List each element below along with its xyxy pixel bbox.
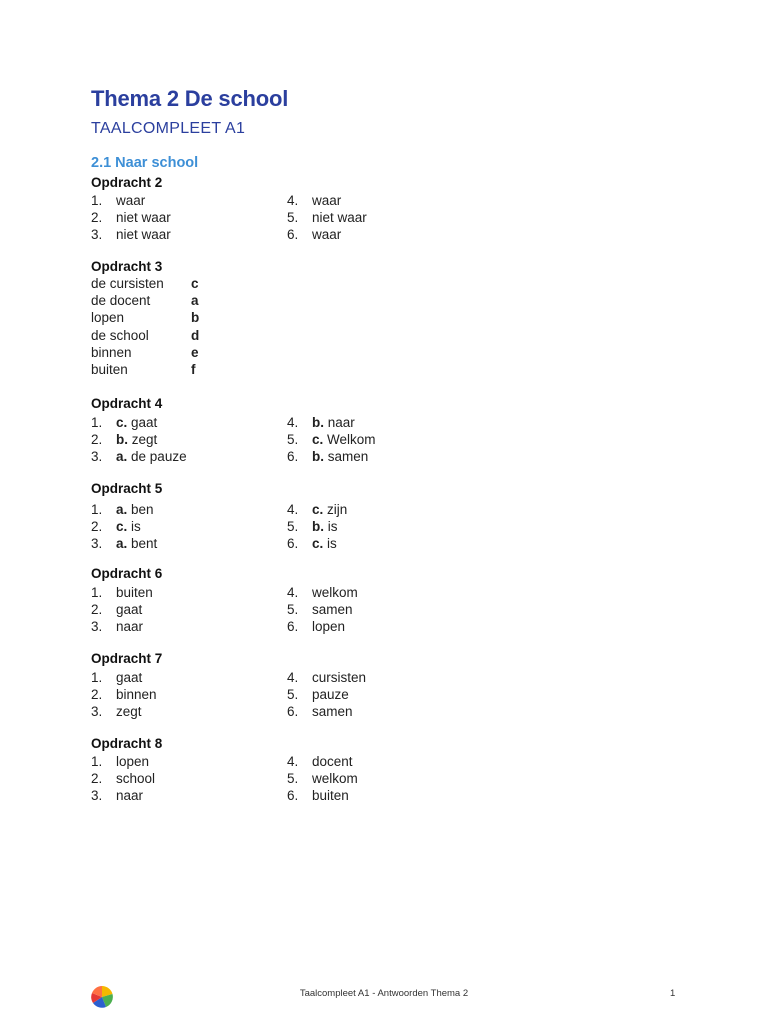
answer-number: 3.: [91, 536, 103, 552]
answer-letter: a.: [116, 502, 128, 517]
answer-number: 6.: [287, 449, 299, 465]
answer-number: 6.: [287, 619, 299, 635]
opdracht-3-heading: Opdracht 3: [91, 259, 163, 274]
answer-row: [91, 431, 187, 448]
answer-text: samen: [312, 602, 353, 618]
match-row: [91, 327, 199, 344]
match-term: binnen: [91, 344, 132, 360]
page-subtitle: TAALCOMPLEET A1: [91, 120, 246, 137]
answer-text: lopen: [116, 754, 150, 769]
answer-text: waar: [116, 193, 146, 208]
opdracht-4-left: [91, 414, 187, 466]
answer-text: welkom: [312, 771, 358, 787]
answer-letter: b.: [312, 519, 324, 535]
answer-row: [91, 535, 157, 552]
answer-number: 5.: [287, 519, 299, 535]
answer-row: [287, 703, 366, 720]
answer-letter: c.: [312, 502, 324, 517]
answer-row: [287, 770, 358, 787]
match-row: [91, 344, 199, 361]
answer-number: 5.: [287, 771, 299, 787]
answer-row: [91, 686, 157, 703]
opdracht-5-right: [287, 501, 347, 553]
answer-row: [287, 535, 347, 552]
answer-row: [287, 669, 366, 686]
answer-row: [91, 770, 155, 787]
answer-text: zegt: [131, 432, 158, 448]
answer-number: 1.: [91, 415, 103, 430]
answer-text: naar: [116, 788, 144, 804]
answer-letter: a.: [116, 449, 128, 465]
answer-text: gaat: [116, 670, 143, 685]
match-letter: c: [191, 276, 199, 291]
answer-row: [287, 448, 376, 465]
answer-number: 2.: [91, 519, 103, 535]
answer-row: [91, 192, 171, 209]
answer-text: zegt: [116, 704, 142, 720]
answer-text: niet waar: [116, 210, 171, 226]
answer-letter: c.: [116, 415, 128, 430]
answer-row: [91, 787, 155, 804]
answer-row: [287, 192, 367, 209]
answer-number: 2.: [91, 432, 103, 448]
match-row: [91, 275, 199, 292]
answer-number: 6.: [287, 788, 299, 804]
answer-number: 3.: [91, 788, 103, 804]
match-letter: f: [191, 361, 196, 377]
opdracht-7-right: [287, 669, 366, 721]
answer-number: 4.: [287, 193, 299, 208]
answer-row: [287, 601, 358, 618]
answer-text: Welkom: [327, 432, 376, 448]
answer-number: 2.: [91, 210, 103, 226]
answer-text: niet waar: [312, 210, 367, 226]
answer-letter: c.: [312, 432, 324, 448]
match-term: buiten: [91, 361, 128, 377]
footer-text: Taalcompleet A1 - Antwoorden Thema 2: [299, 988, 469, 999]
opdracht-4-right: [287, 414, 376, 466]
answer-letter: c.: [116, 519, 128, 535]
answer-letter: c.: [312, 536, 324, 552]
answer-number: 5.: [287, 432, 299, 448]
answer-number: 6.: [287, 227, 299, 243]
answer-row: [287, 787, 358, 804]
answer-text: buiten: [312, 788, 349, 804]
answer-number: 4.: [287, 415, 299, 430]
section-title: 2.1 Naar school: [91, 155, 199, 171]
opdracht-5-heading: Opdracht 5: [91, 481, 163, 496]
answer-text: cursisten: [312, 670, 367, 685]
answer-text: binnen: [116, 687, 157, 703]
answer-row: [91, 209, 171, 226]
answer-number: 2.: [91, 687, 103, 703]
opdracht-8-right: [287, 753, 358, 805]
opdracht-8-heading: Opdracht 8: [91, 736, 163, 751]
answer-text: naar: [116, 619, 144, 635]
opdracht-3-matching: [91, 275, 199, 378]
answer-text: is: [327, 536, 337, 552]
answer-row: [91, 226, 171, 243]
answer-text: ben: [131, 502, 154, 517]
opdracht-7-heading: Opdracht 7: [91, 651, 163, 666]
answer-row: [91, 414, 187, 431]
answer-text: is: [131, 519, 141, 535]
answer-text: docent: [312, 754, 353, 769]
answer-row: [287, 618, 358, 635]
opdracht-2-heading: Opdracht 2: [91, 175, 163, 190]
answer-number: 4.: [287, 754, 299, 769]
answer-row: [287, 753, 358, 770]
answer-number: 1.: [91, 502, 103, 517]
answer-number: 5.: [287, 602, 299, 618]
answer-row: [91, 753, 155, 770]
answer-text: gaat: [116, 602, 143, 618]
answer-number: 1.: [91, 585, 103, 600]
answer-row: [91, 448, 187, 465]
opdracht-2-left: [91, 192, 171, 244]
answer-number: 1.: [91, 193, 103, 208]
answer-row: [91, 518, 157, 535]
match-letter: d: [191, 327, 200, 343]
answer-number: 2.: [91, 602, 103, 618]
answer-number: 4.: [287, 585, 299, 600]
answer-row: [91, 703, 157, 720]
answer-letter: a.: [116, 536, 128, 552]
answer-row: [287, 686, 366, 703]
answer-letter: b.: [312, 449, 324, 465]
answer-row: [287, 414, 376, 431]
answer-text: waar: [312, 227, 342, 243]
answer-number: 5.: [287, 210, 299, 226]
match-term: de docent: [91, 293, 151, 309]
answer-number: 3.: [91, 704, 103, 720]
answer-row: [287, 518, 347, 535]
answer-row: [91, 584, 153, 601]
answer-row: [91, 501, 157, 518]
opdracht-2-right: [287, 192, 367, 244]
answer-text: niet waar: [116, 227, 171, 243]
opdracht-4-heading: Opdracht 4: [91, 396, 163, 411]
match-row: [91, 309, 199, 326]
opdracht-8-left: [91, 753, 155, 805]
answer-row: [91, 669, 157, 686]
answer-text: is: [327, 519, 338, 535]
answer-row: [91, 601, 153, 618]
answer-number: 2.: [91, 771, 103, 787]
answer-number: 4.: [287, 670, 299, 685]
answer-text: samen: [312, 704, 353, 720]
answer-row: [287, 431, 376, 448]
answer-text: zijn: [327, 502, 348, 517]
answer-number: 6.: [287, 536, 299, 552]
match-letter: b: [191, 310, 200, 326]
answer-number: 6.: [287, 704, 299, 720]
answer-text: samen: [327, 449, 369, 465]
opdracht-7-left: [91, 669, 157, 721]
answer-text: bent: [131, 536, 158, 552]
answer-number: 3.: [91, 227, 103, 243]
answer-text: pauze: [312, 687, 349, 703]
answer-number: 4.: [287, 502, 299, 517]
answer-row: [287, 584, 358, 601]
answer-text: naar: [327, 415, 355, 430]
answer-number: 3.: [91, 619, 103, 635]
answer-text: waar: [312, 193, 342, 208]
match-term: de cursisten: [91, 276, 164, 291]
answer-text: welkom: [312, 585, 358, 600]
answer-row: [287, 209, 367, 226]
answer-letter: b.: [116, 432, 128, 448]
answer-text: lopen: [312, 619, 346, 635]
answer-number: 5.: [287, 687, 299, 703]
answer-text: gaat: [131, 415, 158, 430]
answer-number: 1.: [91, 754, 103, 769]
answer-text: de pauze: [131, 449, 187, 465]
match-letter: a: [191, 293, 199, 309]
match-row: [91, 292, 199, 309]
page-title: Thema 2 De school: [91, 86, 289, 111]
answer-number: 3.: [91, 449, 103, 465]
answer-row: [287, 226, 367, 243]
opdracht-6-heading: Opdracht 6: [91, 566, 163, 581]
match-letter: e: [191, 344, 199, 360]
opdracht-6-left: [91, 584, 153, 636]
answer-row: [91, 618, 153, 635]
match-row: [91, 361, 199, 378]
page-number: 1: [670, 988, 676, 999]
answer-row: [287, 501, 347, 518]
match-term: de school: [91, 327, 149, 343]
opdracht-6-right: [287, 584, 358, 636]
answer-text: school: [116, 771, 156, 787]
answer-text: buiten: [116, 585, 153, 600]
answer-letter: b.: [312, 415, 324, 430]
opdracht-5-left: [91, 501, 157, 553]
match-term: lopen: [91, 310, 125, 326]
answer-number: 1.: [91, 670, 103, 685]
